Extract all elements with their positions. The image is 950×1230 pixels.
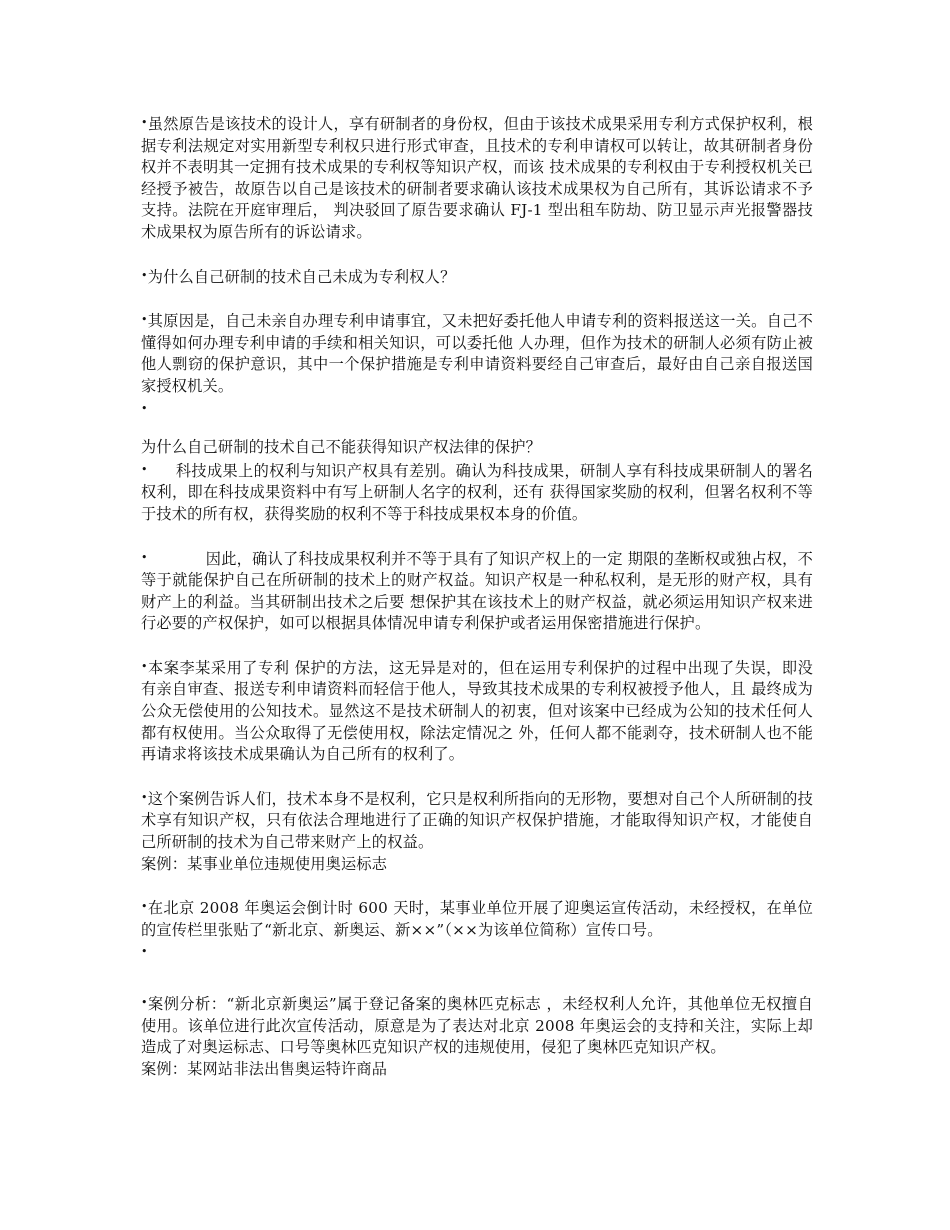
empty-bullet-line: [141, 941, 813, 965]
bullet-icon: •: [141, 945, 148, 959]
bullet-icon: •: [141, 462, 148, 476]
paragraph-text: 因此，确认了科技成果权利并不等于具有了知识产权上的一定 期限的垄断权或独占权，不等于就能保护自己在所研制的技术上的财产权益。知识产权是一种私权利，是无形的财产权，具有财产上的利益。当其研制出技术之后要 想保护其在该技术上的财产权益，就必须运用知识产权来进行必要的产权保护，如可以根据具体情况申请专利保护或者运用保密措施进行保护。: [141, 549, 813, 633]
bullet-icon: •: [141, 659, 148, 673]
document-page: [141, 112, 813, 1080]
bullet-icon: •: [141, 996, 148, 1009]
paragraph-text: 科技成果上的权利与知识产权具有差别。确认为科技成果，研制人享有科技成果研制人的署名权利，即在科技成果资料中有写上研制人名字的权利，还有 获得国家奖励的权利，但署名权利不等于技术的所有权，获得奖励的权利不等于科技成果权本身的价值。: [141, 461, 813, 523]
paragraph-text: 虽然原告是该技术的设计人，享有研制者的身份权，但由于该技术成果采用专利方式保护权利，根据专利法规定对实用新型专利权只进行形式审查，且技术的专利申请权可以转让，故其研制者身份权并不表明其一定拥有技术成果的专利权等知识产权，而该 技术成果的专利权由于专利授权机关已经授予被告，故原告以自己是该技术的研制者要求确认该技术成果权为自己所有，其诉讼请求不予支持。法院在开庭审理后， 判决驳回了原告要求确认 FJ-1 型出租车防劫、防卫显示声光报警器技术成果权为原告所有的诉讼请求。: [141, 115, 813, 241]
paragraph-therefore: [141, 547, 813, 635]
bullet-icon: •: [141, 313, 148, 327]
paragraph-case-li: [141, 656, 813, 766]
bullet-icon: •: [141, 401, 148, 415]
paragraph-court-ruling: [141, 112, 813, 244]
paragraph-case-description: [141, 896, 813, 941]
heading-text: 为什么自己研制的技术自己未成为专利权人？: [147, 267, 456, 286]
paragraph-lesson: [141, 787, 813, 854]
question-heading-ip: 为什么自己研制的技术自己不能获得知识产权法律的保护？: [141, 438, 542, 457]
case-title-website: 案例：某网站非法出售奥运特许商品: [141, 1059, 388, 1078]
bullet-icon: •: [141, 790, 148, 804]
bullet-icon: •: [141, 116, 148, 129]
empty-bullet-line: [141, 398, 813, 422]
paragraph-reason: [141, 309, 813, 397]
paragraph-text: 这个案例告诉人们，技术本身不是权利，它只是权利所指向的无形物，要想对自己个人所研制的技术享有知识产权，只有依法合理地进行了正确的知识产权保护措施，才能取得知识产权，才能使自己所研制的技术为自己带来财产上的权益。: [141, 789, 813, 852]
bullet-icon: •: [141, 550, 148, 564]
paragraph-difference: [141, 459, 813, 526]
paragraph-case-analysis: [141, 992, 813, 1059]
paragraph-text: 本案李某采用了专利 保护的方法，这无异是对的，但在运用专利保护的过程中出现了失误，即没有亲自审查、报送专利申请资料而轻信于他人，导致其技术成果的专利权被授予他人，且 最终成为公众无偿使用的公知技术。显然这不是技术研制人的初衷，但对该案中已经成为公知的技术任何人都有权使用。当公众取得了无偿使用权，除法定情况之 外，任何人都不能剥夺，技术研制人也不能再请求将该技术成果确认为自己所有的权利了。: [141, 658, 813, 764]
paragraph-text: 其原因是，自己未亲自办理专利申请事宜，又未把好委托他人申请专利的资料报送这一关。自己不懂得如何办理专利申请的手续和相关知识，可以委托他 人办理，但作为技术的研制人必须有防止被他人剽窃的保护意识，其中一个保护措施是专利申请资料要经自己审查后，最好由自己亲自报送国家授权机关。: [141, 312, 813, 395]
paragraph-text: 案例分析：“新北京新奥运”属于登记备案的奥林匹克标志 ，未经权利人允许，其他单位无权擅自使用。该单位进行此次宣传活动，原意是为了表达对北京 2008 年奥运会的支持和关注，实际上却造成了对奥运标志、口号等奥林匹克知识产权的违规使用，侵犯了奥林匹克知识产权。: [141, 995, 813, 1057]
paragraph-text: 在北京 2008 年奥运会倒计时 600 天时，某事业单位开展了迎奥运宣传活动，未经授权，在单位的宣传栏里张贴了“新北京、新奥运、新××”（××为该单位简称）宣传口号。: [141, 899, 813, 939]
case-title-olympic-logo: 案例：某事业单位违规使用奥运标志: [141, 854, 388, 873]
bullet-icon: •: [141, 900, 148, 914]
bullet-icon: •: [141, 268, 148, 282]
question-heading-patent: [141, 265, 813, 289]
